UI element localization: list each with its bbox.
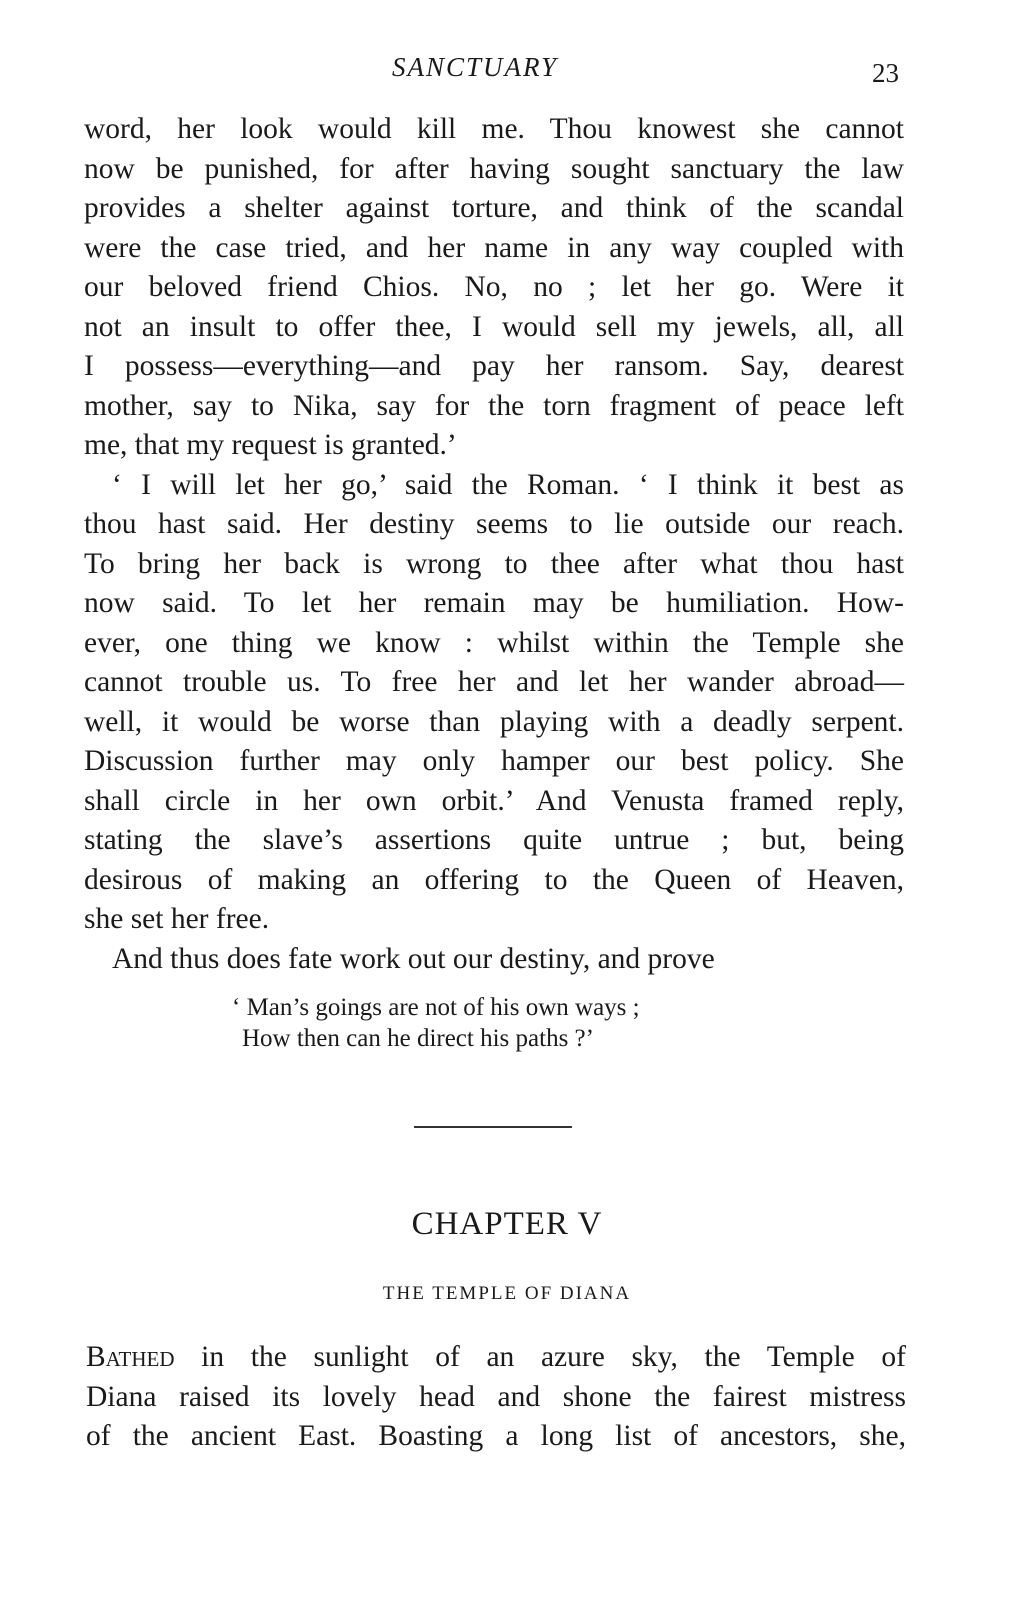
chapter-title: THE TEMPLE OF DIANA xyxy=(382,1283,632,1304)
body-text xyxy=(84,110,904,979)
text-line xyxy=(86,1338,906,1378)
first-line-rest: in the sunlight of an azure sky, the Temple of xyxy=(174,1341,906,1373)
text-line: she set her free. xyxy=(84,903,270,935)
running-head xyxy=(0,52,1014,92)
text-line: thou hast said. Her destiny seems to lie outside our reach. xyxy=(84,508,904,540)
text-line: I possess—everything—and pay her ransom. Say, dearest xyxy=(84,350,904,382)
text-line: now be punished, for after having sought sanctuary the law xyxy=(84,152,904,185)
text-line: me, that my request is granted.’ xyxy=(84,429,457,461)
text-line: of the ancient East. Boasting a long list of ancestors, she, xyxy=(86,1420,906,1452)
text-line: ‘ I will let her go,’ said the Roman. ‘ I think it best as xyxy=(112,468,904,501)
text-line: To bring her back is wrong to thee after what thou hast xyxy=(84,547,904,580)
text-line: stating the slave’s assertions quite untrue ; but, being xyxy=(84,824,904,856)
text-line: mother, say to Nika, say for the torn fragment of peace left xyxy=(84,389,904,422)
text-line: cannot trouble us. To free her and let her wander abroad— xyxy=(84,666,904,698)
section-divider xyxy=(414,1126,572,1128)
text-line: And thus does fate work out our destiny, and prove xyxy=(112,942,715,975)
text-line: word, her look would kill me. Thou knowest she cannot xyxy=(84,113,904,145)
opening-word: Bathed xyxy=(86,1341,175,1373)
verse-line: ‘ Man’s goings are not of his own ways ; xyxy=(232,994,640,1021)
verse-line: How then can he direct his paths ?’ xyxy=(242,1025,594,1052)
text-line: Discussion further may only hamper our best policy. She xyxy=(84,745,904,777)
text-line: desirous of making an offering to the Queen of Heaven, xyxy=(84,863,904,896)
verse-quote xyxy=(232,992,792,1054)
chapter-text xyxy=(86,1338,906,1457)
text-line: shall circle in her own orbit.’ And Venusta framed reply, xyxy=(84,784,904,817)
chapter-heading: CHAPTER V xyxy=(411,1206,603,1242)
text-line: well, it would be worse than playing with a deadly serpent. xyxy=(84,705,904,738)
text-line: provides a shelter against torture, and think of the scandal xyxy=(84,192,904,224)
text-line: our beloved friend Chios. No, no ; let her go. Were it xyxy=(84,271,904,303)
text-line: were the case tried, and her name in any way coupled with xyxy=(84,231,904,264)
text-line: ever, one thing we know : whilst within the Temple she xyxy=(84,626,904,659)
text-line: not an insult to offer thee, I would sell my jewels, all, all xyxy=(84,310,904,343)
text-line: Diana raised its lovely head and shone the fairest mistress xyxy=(86,1380,906,1413)
page-number: 23 xyxy=(872,58,899,88)
text-line: now said. To let her remain may be humiliation. How- xyxy=(84,587,904,619)
running-title: SANCTUARY xyxy=(392,52,559,82)
